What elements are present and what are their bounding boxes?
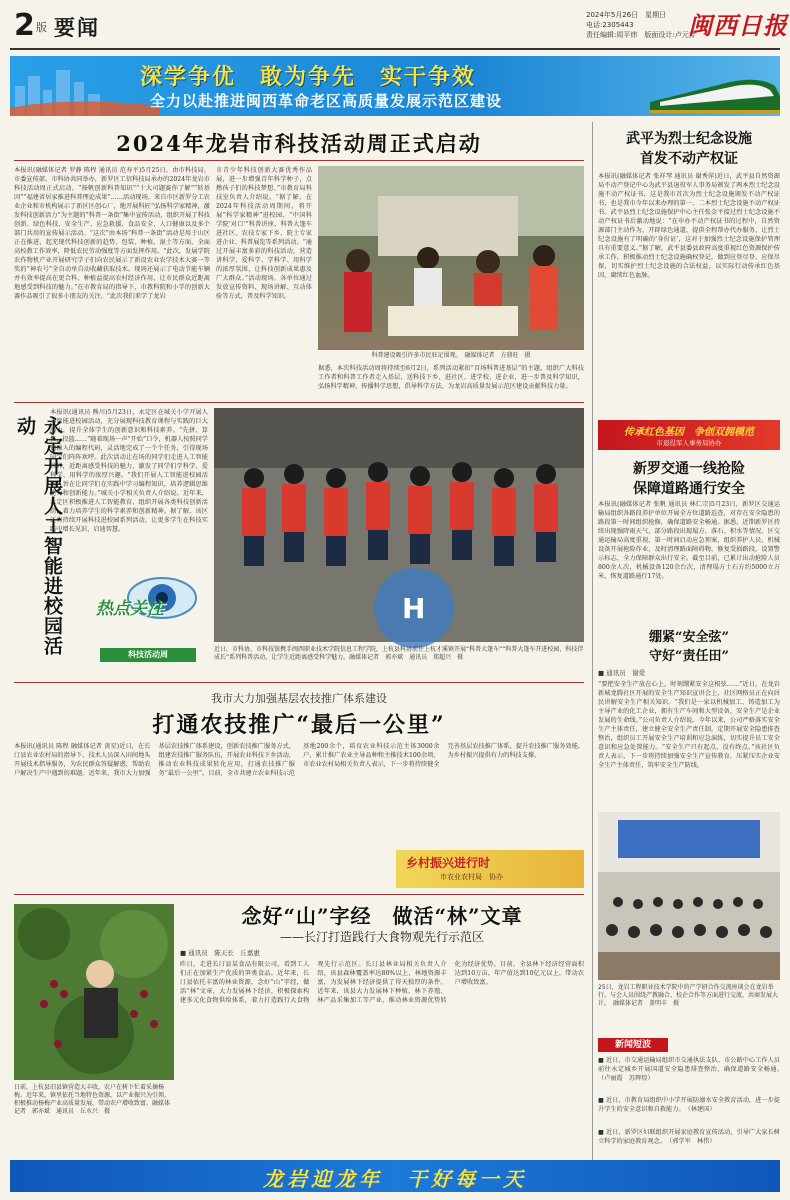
right-column-divider [592, 122, 593, 1190]
photo-bayberry [14, 904, 174, 1080]
train-graphic [650, 56, 780, 116]
banner-subslogan: 全力以赴推进闽西革命老区高质量发展示范区建设 [150, 92, 503, 110]
masthead-date: 2024年5月26日 星期日 [586, 11, 667, 19]
agri-kicker: 我市大力加强基层农技推广体系建设 [211, 692, 387, 705]
caption-tech-week: 科普建设吸引许多市民驻足围观。 融媒体记者 方鼎旺 摄 [371, 352, 531, 359]
svg-text:H: H [402, 592, 426, 625]
ad-banner-red [598, 420, 780, 450]
badge-hot-focus-text: 热点关注 [96, 599, 164, 619]
photo-conference [598, 812, 780, 980]
headline-martyr-2: 首发不动产权证 [640, 151, 738, 167]
headline-agri: 打通农技推广“最后一公里” [152, 712, 446, 738]
traffic-body: 本报讯(融媒体记者 张帆 通讯员 林仁宗)5月23日，新罗区交通运输局组织各路段养护单位开展全方位道路巡查，对存在安全隐患的路段第一时间组织抢修，确保道路安全畅通。据悉，近期新罗区持续出现强降雨天气，部分路段出现塌方、落石、积水等情况。区交通运输局高度重视，第一时间启动应急预案，组织养护人员、机械设备开展抢险作业，及时清理路面障碍物，修复受损路段，设置警示标志，全力保障群众出行安全。截至目前，已累计出动抢险人员800余人次，机械设备120余台次，清理塌方土石方约5000立方米，恢复道路通行17处。 [598, 501, 780, 580]
paper-logo: 闽西日报 [688, 11, 788, 40]
tech-week-body-right: 市青少年科技创新大赛优秀作品展，进一步增强青年科学种子，点燃孩子们的科技梦想。”市教育局科技室负责人介绍说。“据了解，在2024年科技活动周期间，将开展“科学家精神”进校园、“中国科学院‘对口’”科普讲座、科普大篷车进社区，农技专家下乡、院士专家进企业、科普展览等系列活动。“通过开展丰富多彩的科技活动，营造讲科学、爱科学、学科学、用科学的浓厚氛围，让科技创新成果惠及广大群众。”活动现场，各单位通过发放宣传资料、现场讲解、互动体验等方式，普及科学知识。 [216, 167, 312, 300]
headline-martyr-1: 武平为烈士纪念设施 [626, 131, 752, 147]
page-number: 2 [14, 8, 35, 43]
badge-activity-week: 科技活动周 [100, 648, 196, 662]
footer-banner [10, 1160, 780, 1192]
tech-week-body-left: 本报讯(融媒体记者 罗静 陈程 通讯员 范寿平)5月25日，由市科技局、市委宣传部、市科协共同举办，新罗区工信科技局承办的2024年龙岩市科技活动周正式启动。“扬帆创新科普知识”“十大司题赛你了解”“转基因”“福建省居家推进科普理论成果”……活动现场，来自市区新罗分工农业企业和市机构展示了新区区创心厂，地开展科匠“弘扬科学家精神，激发科技创新活力”为主题的“科普一条街”集中宣传活动，组织开展了科技创新、绿色科技、安全生产、应急救援、食品安全、人口健康以及多个部门共用的宣传展示活动。“这次”由本场“科普一条街”活动是用于山区正在推进，起充现代科技创新的趋势，包装、种植、湿土等方面，全面高校教工作效率，降低农民劳动强度等方面发挥作用。“此次，发展学院农作物机产业开展研究学子们向农民展示了新设农业农学技术大赛一等奖的“神农号”全自动单自动收藏获取技术。现场还展示了电动节能车辆并有效率提高在更合科、种植益提高农村经济作用，让市民群众近距离地感受到科技的魅力。”在市教育局的指导下，市教科院和小学的创新大赛作品吸引了很多小朋友的关注。“此次我们来学了龙岩 [14, 167, 210, 300]
page-unit: 版 [36, 21, 47, 34]
headline-traffic-2: 保障道路通行安全 [633, 481, 745, 497]
photo-students [214, 408, 584, 642]
headline-safety-2: 守好“责任田” [649, 649, 729, 664]
agri-body: 本报讯(通讯员 陈程 融媒体记者 黄星)近日，在长汀县农业农村局的指导下，技术人员深入田间地头开展技术指导服务，为农民群众答疑解惑，帮助农户解决生产中遇到的难题。近年来，我市大力加强基层农技推广体系建设，创新农技推广服务方式，组建农技推广服务队伍，开展农业科技下乡活动，推动农业科技成果转化应用，打通农技推广服务“最后一公里”。目前，全市共建立农业科技示范基地200余个，培育农业科技示范主体3000余户，累计推广农业主导品种和主推技术100余项。市农业农村局相关负责人表示，下一步将持续健全完善基层农技推广体系，提升农技推广服务效能，为乡村振兴提供有力的科技支撑。 [14, 743, 584, 777]
top-banner [10, 56, 780, 116]
ad-rural-line1: 乡村振兴进行时 [406, 856, 491, 870]
rule-agri [14, 682, 584, 683]
masthead-editors: 责任编辑:周平炜 版面设计:卢元芳 [586, 31, 696, 39]
photo-conference-scene [598, 812, 780, 980]
rule-ai [14, 402, 584, 403]
masthead-rule [10, 48, 780, 50]
caption-conference: 25日，龙岩工程职业技术学院中的产学研合作交流座谈会在龙岩举行。与会人员围绕产教融合、校企合作等方面进行交流，共商发展大计。 融媒体记者 盖明丰 摄 [598, 984, 779, 1007]
headline-traffic-1: 新罗交通一线抢险 [633, 461, 745, 477]
headline-forest: 念好“山”字经 做活“林”文章 [241, 904, 523, 928]
ad-rural [396, 850, 584, 888]
photo-bayberry-scene [14, 904, 174, 1080]
caption-students: 近日，市科协、市科技馆携手闽西职业技术学院信息工程学院，上杭县科协前往上杭才溪镇开展“科普大篷车”“科普大篷车开进校园，科技伴成长”系列科普活动，让学生近距离感受科学魅力。融媒体记者 郭亦斌 通讯员 郑超兴 摄 [214, 646, 584, 661]
safety-body: “要把安全生产放在心上，时刻绷紧安全这根弦……”近日，在龙岩新城龙腾社区开展的安全生产知识宣讲会上，社区网格员正在向居民讲解安全生产相关知识。“我们是一家以机械加工、铸造加工为主导产业的化工企业，拥有生产车间和大型设备，安全生产是企业发展的生命线。”公司负责人介绍说。今年以来，公司严格落实安全生产主体责任，建立健全安全生产责任制，定期开展安全隐患排查整治，组织员工开展安全生产培训和应急演练，切实提升员工安全意识和应急处置能力。“安全生产只有起点，没有终点。”该社区负责人表示，下一步将持续加强安全生产宣传教育，压紧压实企业安全生产主体责任，筑牢安全生产防线。 [598, 681, 780, 769]
safety-byline: ■ 通讯员 谢爱 [598, 669, 646, 677]
masthead-phone: 电话:2305443 [586, 21, 634, 29]
rule-forest [14, 894, 584, 895]
banner-slogan: 深学争优 敢为争先 实干争效 [140, 64, 477, 90]
ad-rural-line2: 市农业农村局 协办 [440, 873, 503, 881]
city-skyline-graphic [10, 56, 160, 116]
masthead [0, 0, 790, 58]
headline-safety-1: 绷紧“安全弦” [649, 630, 729, 645]
brief-item-1: ■ 近日，市交通运输局组织市交通执法支队、市公路中心工作人员前往永定城乡开展国道安全隐患排查整治，确保道路安全畅通。 （卢丽霞 苏辉煌） [598, 1057, 787, 1082]
brief-item-3: ■ 近日，新罗区妇联组织开展家庭教育宣传活动，引导广大家长树立科学的家庭教育观念。 （郭学军 林伟） [598, 1129, 780, 1145]
briefs-title: 新闻短波 [598, 1038, 668, 1052]
subheadline-forest: ——长汀打造践行大食物观先行示范区 [279, 930, 484, 944]
headline-tech-week: 2024年龙岩市科技活动周正式启动 [116, 131, 482, 156]
forest-body: 昨日，走进长汀县某食品有限公司，看到工人们正在加紧生产优质的笋类食品。近年来，长汀县依托丰富的林业资源，念好“山”字经，做活“林”文章，大力发展林下经济，积极探索构建多元化食物供给体系，着力打造践行大食物观先行示范区。长汀县林业局相关负责人介绍，该县森林覆盖率达80%以上，林地资源丰富，为发展林下经济提供了得天独厚的条件。近年来，该县大力发展林下种植、林下养殖、林产品采集加工等产业，推动林业资源优势转化为经济优势。目前，全县林下经济经营面积达到10万亩，年产值达到10亿元以上，带动农户增收致富。 [180, 961, 584, 1004]
rule-tech-week [14, 160, 584, 161]
tech-week-body-bottom: 据悉，本次科技活动周将持续至6月2日，系列活动紧扣“百场科普进基层”的主题，组织广大科技工作者和科普工作者走入基层，送科技下乡、进社区、进学校、进企业，进一步普及科学知识，弘扬科学精神，传播科学思想，倡导科学方法，为龙岩高质量发展示范区建设贡献科技力量。 [318, 365, 584, 390]
footer-slogan: 龙岩迎龙年 干好每一天 [263, 1167, 527, 1191]
forest-byline: ■ 通讯员 陈天长 丘嘉惠 [180, 949, 260, 957]
photo-tech-week-scene [318, 166, 584, 350]
caption-bayberry: 日前，上杭县旧县镇营造大丰收，农户在树下忙着采摘杨梅。近年来，镇里依托当地特色资源，以产业振兴为引领，积极推动杨梅产业高质量发展，带动农户增收致富。融媒体记者 郭亦斌 通讯员 丘水兴 摄 [14, 1084, 171, 1115]
badge-hot-focus [96, 560, 200, 666]
headline-ai-vertical: 永定开展人工智能进校园活动 [14, 416, 63, 656]
ad-banner-line2: 市退役军人事务局协办 [656, 439, 722, 447]
photo-tech-week [318, 166, 584, 350]
section-title: 要闻 [54, 15, 100, 40]
brief-item-2: ■ 近日，市教育局组织中小学开展防溺水安全教育活动，进一步提升学生的安全意识和自救能力。 （林建国） [598, 1097, 780, 1113]
ad-banner-line1: 传承红色基因 争创双拥模范 [624, 427, 754, 438]
ai-body: 本报讯(通讯员 熊川)5月23日，永定区在城关小学开展人工智能进校园活动，充分展现科技教育课程与实践的巨大潜力，提升全体学生的创新意识和科技素养。“先拼、算格、投篮……”随着现场一声“开始”口令，机器人按照同学们输入的编程代码，灵活地完成了一个个任务，引得现场同学们阵阵欢呼。此次活动让在场的同学们走进人工智能世界，近距离感受科技的魅力，激发了同学们学科学、爱科学、用科学的浓厚兴趣。“我们开展人工智能进校园活动，旨在让同学们在实践中学习编程知识，培养逻辑思维能力和创新能力。”城关小学相关负责人介绍说。近年来，永定区积极推进人工智能教育，组织开展各类科技创新活动，着力培养学生的科学素养和创新精神。据了解，该区还将持续开展科技进校园系列活动，让更多学生在科技实践中增长见识、启迪智慧。 [50, 409, 208, 533]
martyr-body: 本报讯(融媒体记者 张祥琴 通讯员 谢秀萍)近日，武平县自然资源局不动产登记中心为武平县退役军人事务局颁发了两本烈士纪念设施不动产权证书，这是我市首次为烈士纪念设施颁发不动产权证书，也是我市今年以来办理的第一、二本烈士纪念设施不动产权证书。武平县烈士纪念设施保护中心主任张金平接过烈士纪念设施不动产权证书后激动地说：“在申办不动产权证书的过程中，自然资源部门主动作为，开辟绿色通道，提供全程帮办代办服务，让烈士纪念设施有了明确的‘身份证’，这对于加强烈士纪念设施保护管理具有重要意义。”据了解，武平县委县政府高度重视红色资源保护传承工作，积极推动烈士纪念设施确权登记，做到应登尽登、应保尽保，切实维护烈士纪念设施的合法权益，以实际行动传承红色基因、赓续红色血脉。 [598, 173, 780, 279]
photo-students-scene [214, 408, 584, 642]
